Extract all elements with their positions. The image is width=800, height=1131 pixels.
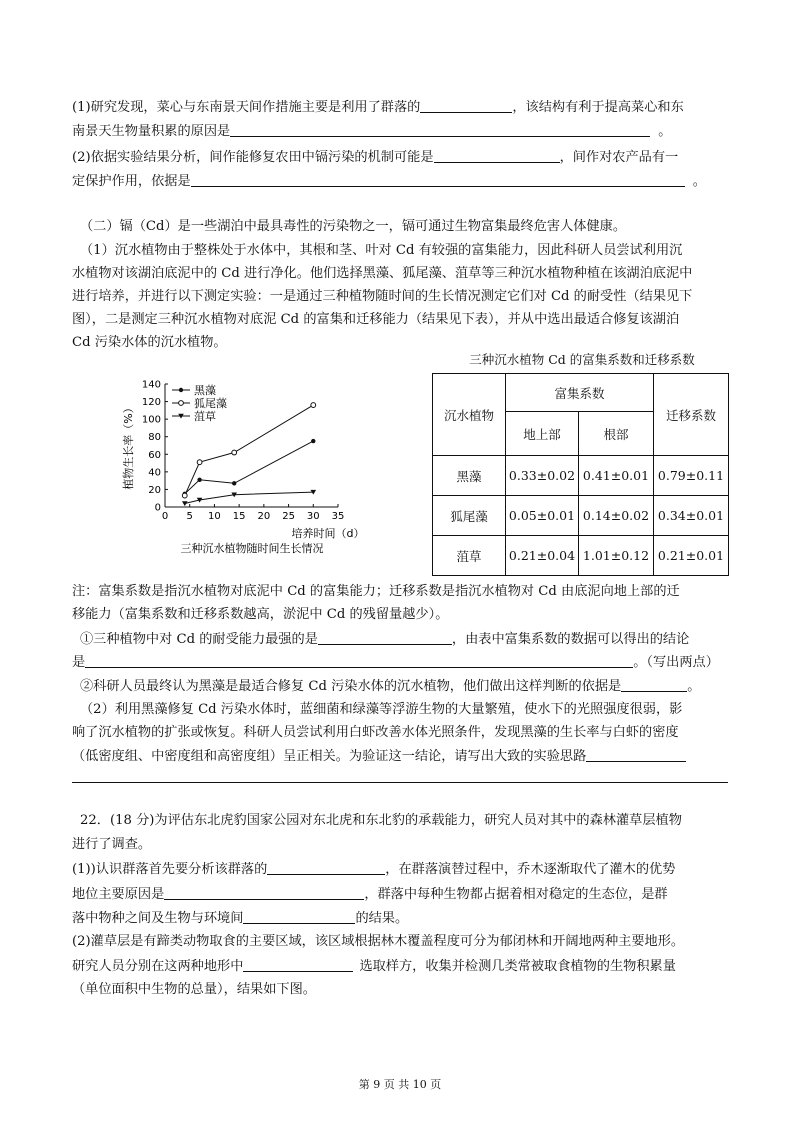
table-cell-root: 0.41±0.01 (579, 456, 654, 496)
note-line1: 注：富集系数是指沉水植物对底泥中 Cd 的富集能力；迁移系数是指沉水植物对 Cd 由底泥向地上部的迁 (72, 584, 680, 599)
q2-p1-line4: 图），二是测定三种沉水植物对底泥 Cd 的富集和迁移能力（结果见下表），并从中选出最适合修复该湖泊 (72, 312, 680, 327)
chart-x-tick-label: 30 (306, 511, 320, 522)
answer-blank (420, 98, 512, 113)
answer-blank (586, 747, 686, 762)
q1-part1-text-a: (1)研究发现，菜心与东南景天间作措施主要是利用了群落的 (72, 100, 421, 115)
chart-legend-label: 菹草 (194, 410, 216, 423)
answer-blank (164, 885, 364, 900)
q2-sub1-text-a: ①三种植物中对 Cd 的耐受能力最强的是 (80, 632, 318, 647)
q22-part2-text-b: 选取样方，收集并检测几类常被取食植物的生物积累量 (359, 959, 676, 974)
q2-p1-line2: 水植物对该湖泊底泥中的 Cd 进行净化。他们选择黑藻、狐尾藻、菹草等三种沉水植物种植在该湖泊底泥中 (72, 266, 693, 281)
chart-point (232, 481, 236, 485)
q22-part1-text-d: ，群落中每种生物都占据着相对稳定的生态位，是群 (364, 887, 668, 902)
answer-blank (191, 172, 685, 187)
q2-sub1-text-b: ，由表中富集系数的数据可以得出的结论 (451, 632, 690, 647)
q22-line1: 22．(18 分)为评估东北虎豹国家公园对东北虎和东北豹的承载能力，研究人员对其中的森林灌草层植物 (80, 813, 682, 828)
q1-part1-text-b: ，该结构有利于提高菜心和东 (512, 100, 684, 115)
q2-sub1-text-c: 是 (72, 655, 86, 670)
table-header-root: 根部 (579, 412, 654, 456)
table-cell-above: 0.21±0.04 (506, 536, 579, 576)
chart-series-line (185, 492, 314, 503)
chart-y-axis-label: 植物生长率（%） (122, 402, 135, 490)
chart-legend-label: 黑藻 (194, 384, 216, 397)
table-row (433, 536, 729, 576)
q22-part1-line3 (72, 909, 408, 928)
chart-x-tick-label: 20 (257, 511, 271, 522)
q1-part1-text-c: 南景天生物量积累的原因是 (72, 124, 231, 139)
q2-p2-text: （低密度组、中密度组和高密度组）呈正相关。为验证这一结论，请写出大致的实验思路 (72, 749, 587, 764)
table-cell-above: 0.33±0.02 (506, 456, 579, 496)
q22-part1-line1 (72, 860, 675, 879)
q2-p2-line3 (72, 747, 686, 766)
table-row (433, 456, 729, 496)
q22-part2-line1: (2)灌草层是有蹄类动物取食的主要区域，该区域根据林木覆盖程度可分为郁闭林和开阔地两种主要地形。 (72, 934, 685, 949)
table-cell-root: 1.01±0.12 (579, 536, 654, 576)
table-cell-transfer: 0.34±0.01 (654, 496, 729, 536)
q22-part1-text-a: (1))认识群落首先要分析该群落的 (72, 862, 268, 877)
table-header-transfer: 迁移系数 (654, 374, 729, 456)
q22-part1-text-c: 地位主要原因是 (72, 887, 165, 902)
q2-sub2-text-a: ②科研人员最终认为黑藻是最适合修复 Cd 污染水体的沉水植物，他们做出这样判断的依据是 (80, 679, 622, 694)
table-cell-plant: 黑藻 (433, 456, 506, 496)
q1-part1-line1 (72, 98, 684, 117)
q1-part1-line2 (72, 122, 671, 141)
answer-blank (85, 653, 633, 668)
chart-point (311, 439, 315, 443)
q22-part2-line3: （单位面积中生物的总量），结果如下图。 (72, 982, 316, 997)
answer-blank (267, 860, 385, 875)
q1-part1-end: 。 (658, 124, 672, 139)
chart-y-tick-label: 40 (148, 467, 161, 479)
chart-y-tick-label: 100 (141, 414, 161, 426)
table-header-above: 地上部 (506, 412, 579, 456)
answer-blank (230, 122, 650, 137)
q22-line2: 进行了调查。 (72, 837, 152, 852)
answer-blank (318, 630, 452, 645)
q22-part1-text-b: ，在群落演替过程中，乔木逐渐取代了灌木的优势 (385, 862, 676, 877)
q22-part1-text-f: 的结果。 (355, 911, 409, 926)
chart-point (232, 450, 237, 455)
q1-part2-text-a: (2)依据实验结果分析，间作能修复农田中镉污染的机制可能是 (72, 150, 434, 165)
q2-p1-line3: 进行培养，并进行以下测定实验：一是通过三种植物随时间的生长情况测定它们对 Cd 的耐受性（结果见下 (72, 289, 693, 304)
chart-legend-label: 狐尾藻 (194, 397, 227, 410)
q2-p2-line2: 响了沉水植物的扩张或恢复。科研人员尝试利用白虾改善水体光照条件，发现黑藻的生长率与白虾的密度 (72, 725, 679, 740)
table-header-plant: 沉水植物 (433, 374, 506, 456)
chart-x-tick-label: 10 (208, 511, 221, 522)
chart-y-tick-label: 80 (148, 432, 161, 444)
growth-line-chart (110, 372, 370, 562)
q2-p2-line1: （2）利用黑藻修复 Cd 污染水体时，蓝细菌和绿藻等浮游生物的大量繁殖，使水下的光照强度很弱，影 (80, 702, 683, 717)
table-cell-root: 0.14±0.02 (579, 496, 654, 536)
note-line2: 移能力（富集系数和迁移系数越高，淤泥中 Cd 的残留量越少）。 (72, 607, 449, 622)
answer-blank (434, 148, 560, 163)
chart-y-tick-label: 20 (148, 484, 161, 496)
chart-y-tick-label: 60 (148, 449, 161, 461)
q22-part1-line2 (72, 885, 668, 904)
q1-part2-text-c: 定保护作用，依据是 (72, 174, 191, 189)
table-header-enrich: 富集系数 (506, 374, 654, 412)
chart-x-tick-label: 35 (331, 511, 345, 522)
table-cell-plant: 菹草 (433, 536, 506, 576)
chart-x-tick-label: 5 (186, 511, 193, 522)
chart-y-tick-label: 120 (141, 397, 161, 409)
q2-sub1-line1 (80, 630, 689, 649)
q2-sub1-line2 (72, 653, 719, 672)
q22-part1-text-e: 落中物种之间及生物与环境间 (72, 911, 244, 926)
table-caption: 三种沉水植物 Cd 的富集系数和迁移系数 (469, 352, 695, 367)
table-cell-plant: 狐尾藻 (433, 496, 506, 536)
q1-part2-end: 。 (692, 174, 706, 189)
chart-x-axis-label: 培养时间（d） (291, 527, 365, 540)
q1-part2-text-b: ，间作对农产品有一 (559, 150, 679, 165)
q2-intro: （二）镉（Cd）是一些湖泊中最具毒性的污染物之一，镉可通过生物富集最终危害人体健康。 (80, 219, 627, 234)
chart-point (179, 388, 183, 392)
coefficient-table (432, 373, 729, 576)
q1-part2-line2 (72, 172, 706, 191)
q1-part2-line1 (72, 148, 678, 167)
table-cell-transfer: 0.79±0.11 (654, 456, 729, 496)
chart-x-tick-label: 0 (161, 511, 169, 522)
chart-x-tick-label: 25 (282, 511, 295, 522)
answer-blank (243, 909, 355, 924)
q2-sub2-line (80, 677, 700, 696)
chart-point (197, 460, 202, 465)
chart-point (311, 403, 316, 408)
q22-part2-line2 (72, 957, 676, 976)
q2-sub2-text-b: 。 (687, 679, 701, 694)
chart-point (197, 478, 201, 482)
q2-sub1-text-d: 。（写出两点） (633, 655, 719, 670)
table-cell-above: 0.05±0.01 (506, 496, 579, 536)
chart-y-tick-label: 140 (141, 379, 161, 391)
answer-line (72, 782, 728, 783)
chart-point (182, 493, 187, 498)
chart-point (182, 501, 188, 506)
chart-x-tick-label: 15 (232, 511, 246, 522)
table-row (433, 496, 729, 536)
chart-title: 三种沉水植物随时间生长情况 (180, 542, 324, 555)
chart-series-line (185, 441, 314, 494)
q2-p1-line1: （1）沉水植物由于整株处于水体中，其根和茎、叶对 Cd 有较强的富集能力，因此科研人员尝试利用沉 (80, 243, 683, 258)
page-footer: 第 9 页 共 10 页 (358, 1078, 442, 1091)
chart-y-tick-label: 0 (154, 502, 161, 514)
answer-blank (621, 677, 687, 692)
q2-p1-line5: Cd 污染水体的沉水植物。 (72, 335, 227, 350)
answer-blank (243, 957, 353, 972)
q22-part2-text-a: 研究人员分别在这两种地形中 (72, 959, 244, 974)
table-cell-transfer: 0.21±0.01 (654, 536, 729, 576)
chart-point (179, 401, 184, 406)
